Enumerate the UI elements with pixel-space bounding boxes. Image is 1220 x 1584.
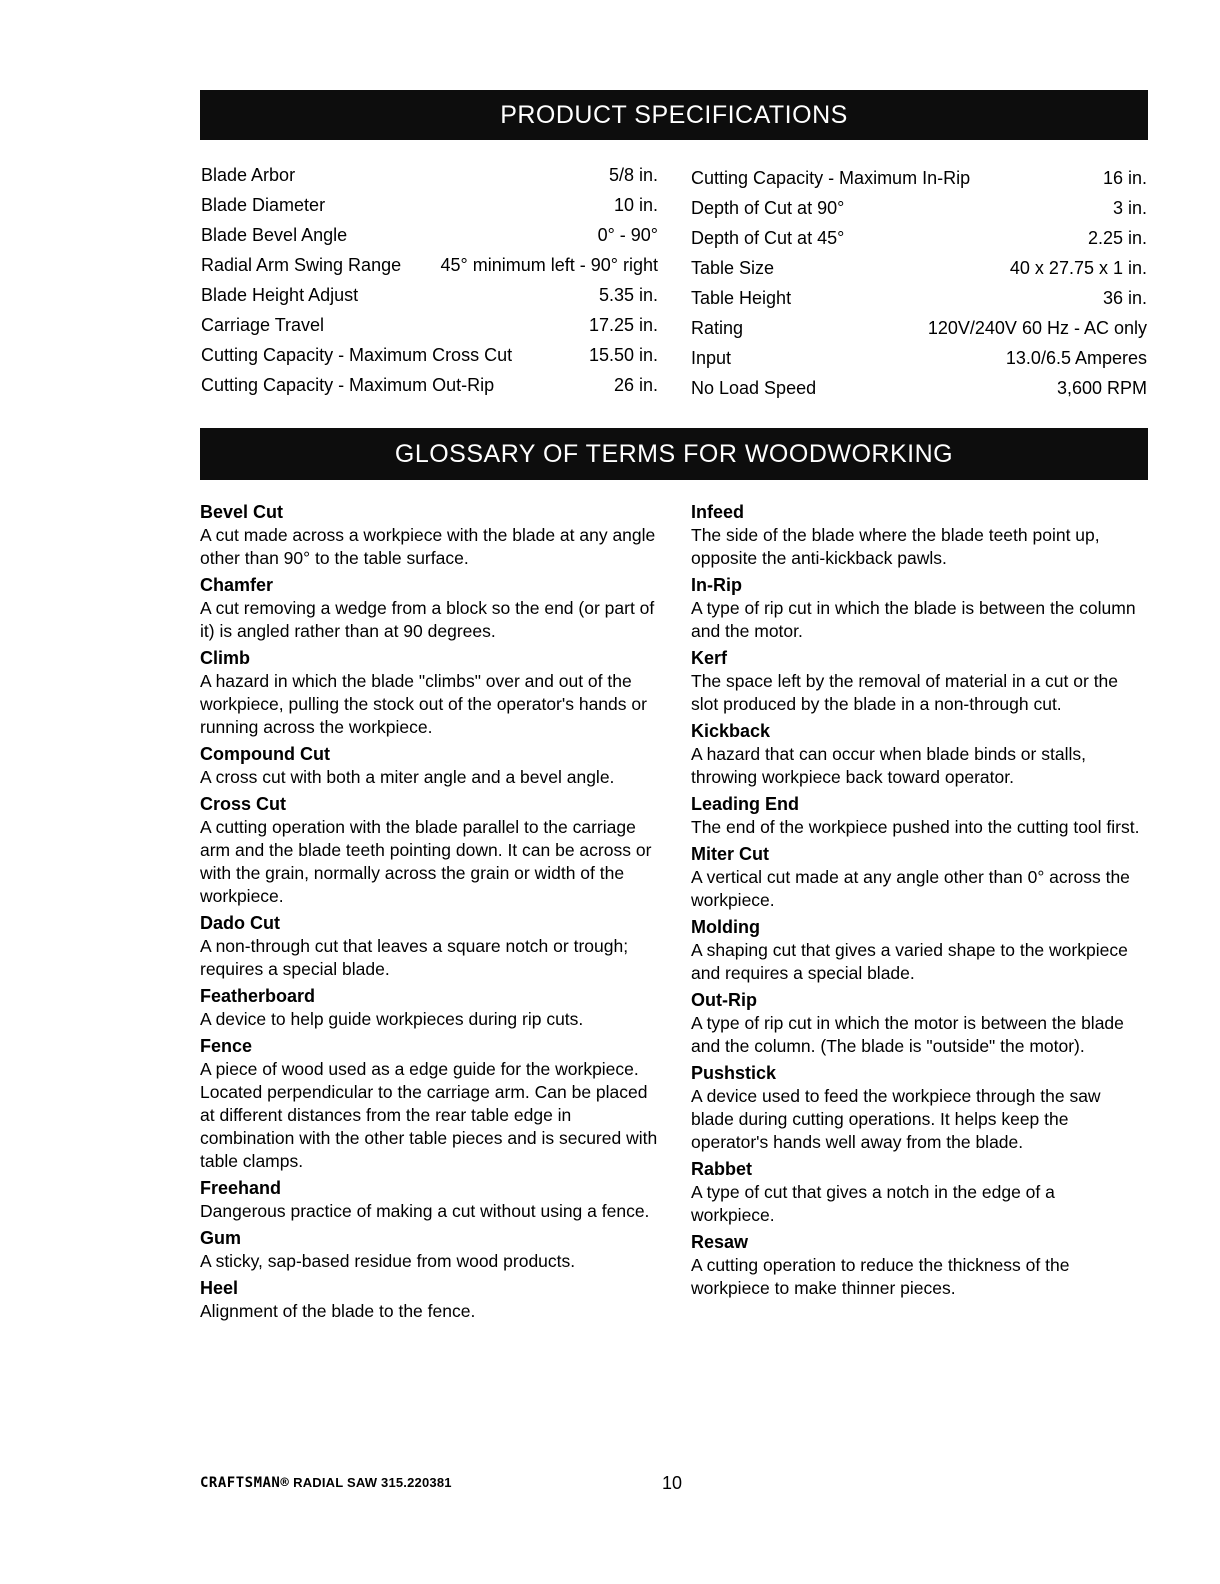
glossary-term: Bevel Cut xyxy=(200,502,284,522)
glossary-definition: A type of rip cut in which the blade is between the column and the motor. xyxy=(691,598,1136,641)
glossary-term: Dado Cut xyxy=(200,913,280,933)
glossary-right-column xyxy=(691,498,1141,1300)
glossary-left-column xyxy=(200,498,658,1323)
spec-value: 15.50 in. xyxy=(588,345,658,365)
spec-row xyxy=(691,343,1147,373)
spec-row xyxy=(201,340,658,370)
spec-label: No Load Speed xyxy=(691,378,817,398)
spec-label: Blade Height Adjust xyxy=(201,285,359,305)
glossary-definition: A sticky, sap-based residue from wood products. xyxy=(200,1251,576,1271)
spec-row xyxy=(201,250,658,280)
glossary-term: Freehand xyxy=(200,1178,282,1198)
glossary-term: Featherboard xyxy=(200,986,316,1006)
craftsman-logo: CRAFTSMAN® xyxy=(200,1475,290,1491)
glossary-definition: The space left by the removal of material in a cut or the slot produced by the blade in a non-through cut. xyxy=(691,671,1119,714)
glossary-definition: A device to help guide workpieces during rip cuts. xyxy=(200,1009,584,1029)
spec-row xyxy=(691,283,1147,313)
glossary-term: Cross Cut xyxy=(200,794,287,814)
spec-value: 10 in. xyxy=(613,195,658,215)
glossary-term: Kerf xyxy=(691,648,728,668)
glossary-definition: A hazard that can occur when blade binds or stalls, throwing workpiece back toward operator. xyxy=(691,744,1086,787)
glossary-definition: A cutting operation with the blade parallel to the carriage arm and the blade teeth pointing down. It can be across or with the grain, normally across the grain or width of the workpiece. xyxy=(200,817,652,906)
spec-value: 120V/240V 60 Hz - AC only xyxy=(927,318,1147,338)
spec-value: 45° minimum left - 90° right xyxy=(440,255,658,275)
glossary-title: GLOSSARY OF TERMS FOR WOODWORKING xyxy=(394,439,954,468)
glossary-term: Resaw xyxy=(691,1232,749,1252)
spec-label: Blade Bevel Angle xyxy=(201,225,348,245)
spec-label: Carriage Travel xyxy=(201,315,325,335)
spec-row xyxy=(691,223,1147,253)
spec-row xyxy=(201,280,658,310)
glossary-term: Climb xyxy=(200,648,251,668)
spec-row xyxy=(201,310,658,340)
glossary-definition: A piece of wood used as a edge guide for the workpiece. Located perpendicular to the carriage arm. Can be placed at different distances from the rear table edge in combination with the other table pieces and is secured with table clamps. xyxy=(200,1059,658,1171)
glossary-term: In-Rip xyxy=(691,575,742,595)
glossary-definition: Alignment of the blade to the fence. xyxy=(200,1301,476,1321)
glossary-term: Kickback xyxy=(691,721,771,741)
specifications-left-column xyxy=(201,160,658,400)
spec-row xyxy=(201,370,658,400)
glossary-term: Infeed xyxy=(691,502,745,522)
glossary-term: Chamfer xyxy=(200,575,274,595)
spec-value: 16 in. xyxy=(1102,168,1147,188)
spec-value: 13.0/6.5 Amperes xyxy=(1005,348,1147,368)
footer-product: RADIAL SAW 315.220381 xyxy=(293,1475,452,1490)
spec-value: 3 in. xyxy=(1112,198,1147,218)
specifications-title: PRODUCT SPECIFICATIONS xyxy=(500,100,848,129)
footer-brand xyxy=(200,1475,452,1491)
page-number: 10 xyxy=(662,1473,683,1493)
specifications-header xyxy=(200,90,1148,140)
spec-row xyxy=(691,193,1147,223)
spec-row xyxy=(691,373,1147,403)
spec-label: Cutting Capacity - Maximum Out-Rip xyxy=(201,375,495,395)
spec-value: 26 in. xyxy=(613,375,658,395)
spec-row xyxy=(691,253,1147,283)
glossary-definition: A cross cut with both a miter angle and a bevel angle. xyxy=(200,767,615,787)
glossary-term: Rabbet xyxy=(691,1159,753,1179)
glossary-definition: The end of the workpiece pushed into the cutting tool first. xyxy=(691,817,1140,837)
spec-label: Input xyxy=(691,348,732,368)
glossary-definition: The side of the blade where the blade teeth point up, opposite the anti-kickback pawls. xyxy=(691,525,1100,568)
glossary-term: Miter Cut xyxy=(691,844,769,864)
glossary-term: Gum xyxy=(200,1228,242,1248)
spec-value: 17.25 in. xyxy=(588,315,658,335)
spec-value: 5.35 in. xyxy=(598,285,658,305)
spec-label: Rating xyxy=(691,318,744,338)
spec-label: Blade Diameter xyxy=(201,195,326,215)
glossary-term: Molding xyxy=(691,917,760,937)
glossary-definition: A type of rip cut in which the motor is between the blade and the column. (The blade is "outside" the motor). xyxy=(691,1013,1124,1056)
glossary-term: Leading End xyxy=(691,794,799,814)
spec-value: 0° - 90° xyxy=(597,225,658,245)
spec-label: Radial Arm Swing Range xyxy=(201,255,402,275)
glossary-definition: A cut made across a workpiece with the blade at any angle other than 90° to the table surface. xyxy=(200,525,656,568)
spec-value: 5/8 in. xyxy=(608,165,658,185)
spec-value: 36 in. xyxy=(1102,288,1147,308)
spec-label: Depth of Cut at 45° xyxy=(691,228,845,248)
glossary-term: Compound Cut xyxy=(200,744,330,764)
spec-row xyxy=(201,190,658,220)
glossary-definition: A cut removing a wedge from a block so the end (or part of it) is angled rather than at 90 degrees. xyxy=(200,598,655,641)
glossary-term: Out-Rip xyxy=(691,990,757,1010)
glossary-definition: A type of cut that gives a notch in the edge of a workpiece. xyxy=(691,1182,1055,1225)
specifications-right-column xyxy=(691,160,1147,400)
glossary-term: Heel xyxy=(200,1278,239,1298)
glossary-definition: A cutting operation to reduce the thickness of the workpiece to make thinner pieces. xyxy=(691,1255,1070,1298)
glossary-definition: A shaping cut that gives a varied shape to the workpiece and requires a special blade. xyxy=(691,940,1128,983)
glossary-definition: A non-through cut that leaves a square notch or trough; requires a special blade. xyxy=(200,936,629,979)
glossary-definition: A vertical cut made at any angle other than 0° across the workpiece. xyxy=(691,867,1130,910)
spec-row xyxy=(201,160,658,190)
glossary-definition: Dangerous practice of making a cut without using a fence. xyxy=(200,1201,650,1221)
spec-row xyxy=(691,163,1147,193)
glossary-header xyxy=(200,428,1148,480)
spec-label: Table Height xyxy=(691,288,792,308)
spec-label: Table Size xyxy=(691,258,775,278)
glossary-definition: A device used to feed the workpiece through the saw blade during cutting operations. It helps keep the operator's hands well away from the blade. xyxy=(691,1086,1101,1152)
spec-row xyxy=(201,220,658,250)
spec-label: Cutting Capacity - Maximum In-Rip xyxy=(691,168,971,188)
glossary-definition: A hazard in which the blade "climbs" over and out of the workpiece, pulling the stock out of the operator's hands or running across the workpiece. xyxy=(200,671,647,737)
glossary-term: Pushstick xyxy=(691,1063,777,1083)
spec-row xyxy=(691,313,1147,343)
spec-label: Blade Arbor xyxy=(201,165,296,185)
spec-value: 2.25 in. xyxy=(1087,228,1147,248)
spec-label: Cutting Capacity - Maximum Cross Cut xyxy=(201,345,513,365)
glossary-term: Fence xyxy=(200,1036,253,1056)
spec-label: Depth of Cut at 90° xyxy=(691,198,845,218)
spec-value: 40 x 27.75 x 1 in. xyxy=(1009,258,1147,278)
spec-value: 3,600 RPM xyxy=(1056,378,1147,398)
